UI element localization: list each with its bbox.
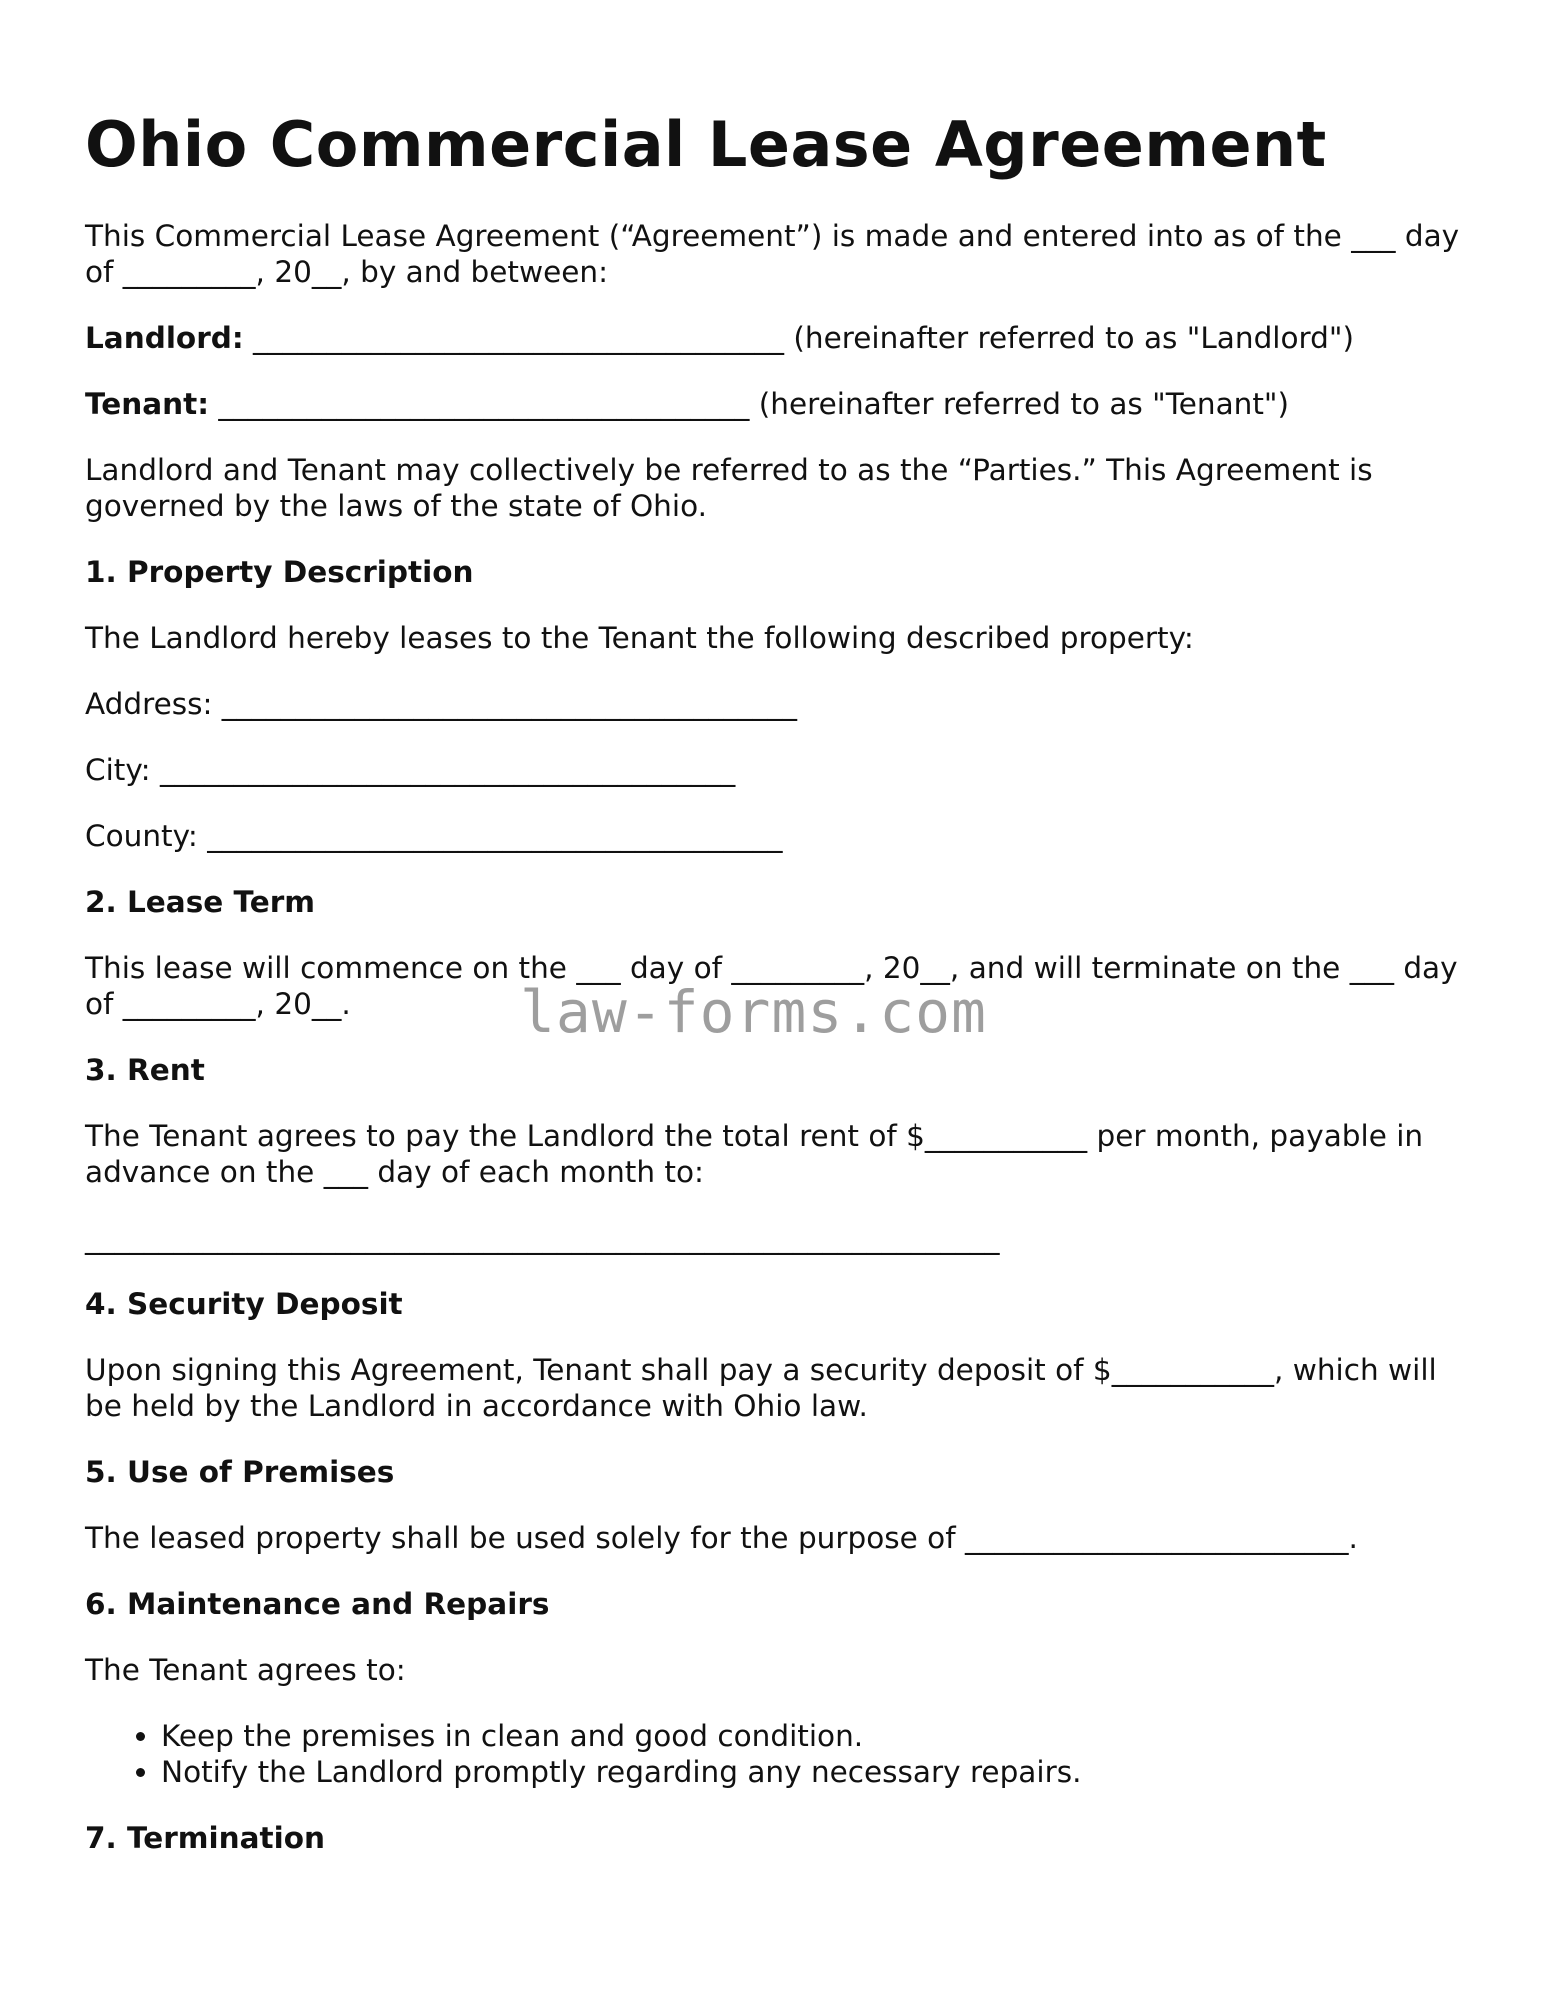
section-heading-lease-term: 2. Lease Term <box>85 885 316 919</box>
section-heading-property: 1. Property Description <box>85 555 474 589</box>
county-field: County: _______________________________________ <box>85 819 783 853</box>
parties-paragraph: Landlord and Tenant may collectively be referred to as the “Parties.” This Agreement is governed by the laws of the state of Ohio. <box>85 453 1373 523</box>
property-intro: The Landlord hereby leases to the Tenant the following described property: <box>85 621 1194 655</box>
list-item: • Notify the Landlord promptly regarding any necessary repairs. <box>161 1754 1475 1790</box>
section-heading-maintenance: 6. Maintenance and Repairs <box>85 1587 550 1621</box>
section-heading-termination: 7. Termination <box>85 1821 326 1855</box>
tenant-label: Tenant: <box>85 387 210 421</box>
landlord-label: Landlord: <box>85 321 244 355</box>
maintenance-intro: The Tenant agrees to: <box>85 1653 406 1687</box>
watermark: law-forms.com <box>520 978 987 1046</box>
tenant-line <box>85 386 1475 422</box>
section-heading-use-of-premises: 5. Use of Premises <box>85 1455 395 1489</box>
document-body <box>85 100 1475 1856</box>
use-of-premises-paragraph: The leased property shall be used solely for the purpose of __________________________. <box>85 1521 1358 1555</box>
intro-paragraph: This Commercial Lease Agreement (“Agreement”) is made and entered into as of the ___ day of _________, 20__, by and between: <box>85 219 1460 289</box>
security-deposit-paragraph: Upon signing this Agreement, Tenant shall pay a security deposit of $___________, which will be held by the Landlord in accordance with Ohio law. <box>85 1353 1437 1423</box>
rent-paragraph: The Tenant agrees to pay the Landlord the total rent of $___________ per month, payable in advance on the ___ day of each month to: <box>85 1119 1424 1189</box>
document-title: Ohio Commercial Lease Agreement <box>85 108 1327 181</box>
lease-term-paragraph: This lease will commence on the ___ day of _________, 20__, and will terminate on the ___ day of _________, 20__. <box>85 951 1458 1021</box>
rent-payee-line: ______________________________________________________________ <box>85 1221 1000 1255</box>
maintenance-list <box>85 1718 1475 1790</box>
landlord-line <box>85 320 1475 356</box>
section-heading-rent: 3. Rent <box>85 1053 205 1087</box>
address-field: Address: _______________________________________ <box>85 687 798 721</box>
city-field: City: _______________________________________ <box>85 753 736 787</box>
section-heading-security-deposit: 4. Security Deposit <box>85 1287 403 1321</box>
landlord-blank: ____________________________________ (hereinafter referred to as "Landlord") <box>243 321 1354 355</box>
list-item: • Keep the premises in clean and good condition. <box>161 1718 1475 1754</box>
tenant-blank: ____________________________________ (hereinafter referred to as "Tenant") <box>209 387 1289 421</box>
